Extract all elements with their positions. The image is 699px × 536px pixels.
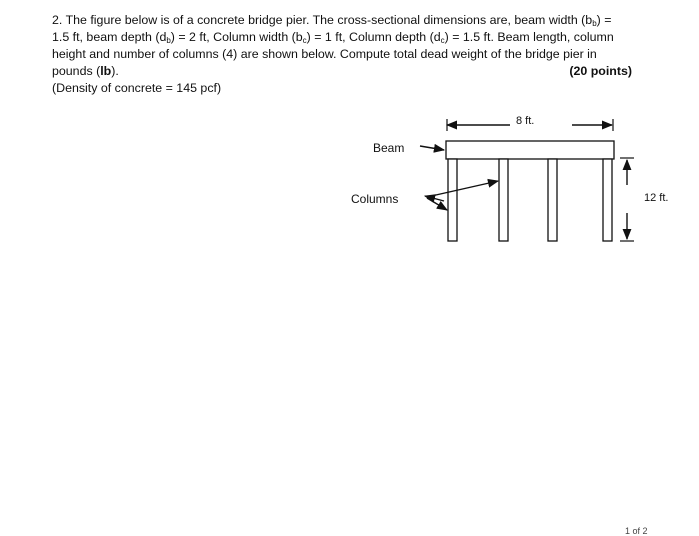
problem-line-2: 1.5 ft, beam depth $(d_b) = 2$ ft, Column width $(b_c) = 1$ ft, Column depth $(d_c) = 1.5$ ft. Beam length, column — [52, 30, 614, 45]
column-2 — [499, 159, 508, 241]
column-1 — [448, 159, 457, 241]
columns-pointer-arrow-1 — [427, 181, 498, 197]
columns-label: Columns — [351, 192, 399, 206]
problem-line-3: height and number of columns (4) are shown below. Compute total dead weight of the bridge pier in — [52, 47, 597, 61]
density-note: (Density of concrete = 145 pcf) — [52, 81, 222, 95]
problem-number: 2. — [52, 13, 63, 27]
problem-line-1: 2. The figure below is of a concrete bridge pier. The cross-sectional dimensions are, beam width $(b_b)$ = — [52, 13, 612, 28]
column-4 — [603, 159, 612, 241]
column-3 — [548, 159, 557, 241]
beam-label: Beam — [373, 141, 405, 155]
page-footer: 1 of 2 — [625, 526, 648, 536]
beam-rect — [446, 141, 614, 159]
beam-pointer-arrow — [420, 146, 444, 150]
problem-line-4: pounds (lb). (20 points) — [52, 64, 632, 78]
height-label: 12 ft. — [644, 192, 669, 204]
length-label: 8 ft. — [516, 115, 535, 127]
points-label: (20 points) — [569, 64, 632, 78]
